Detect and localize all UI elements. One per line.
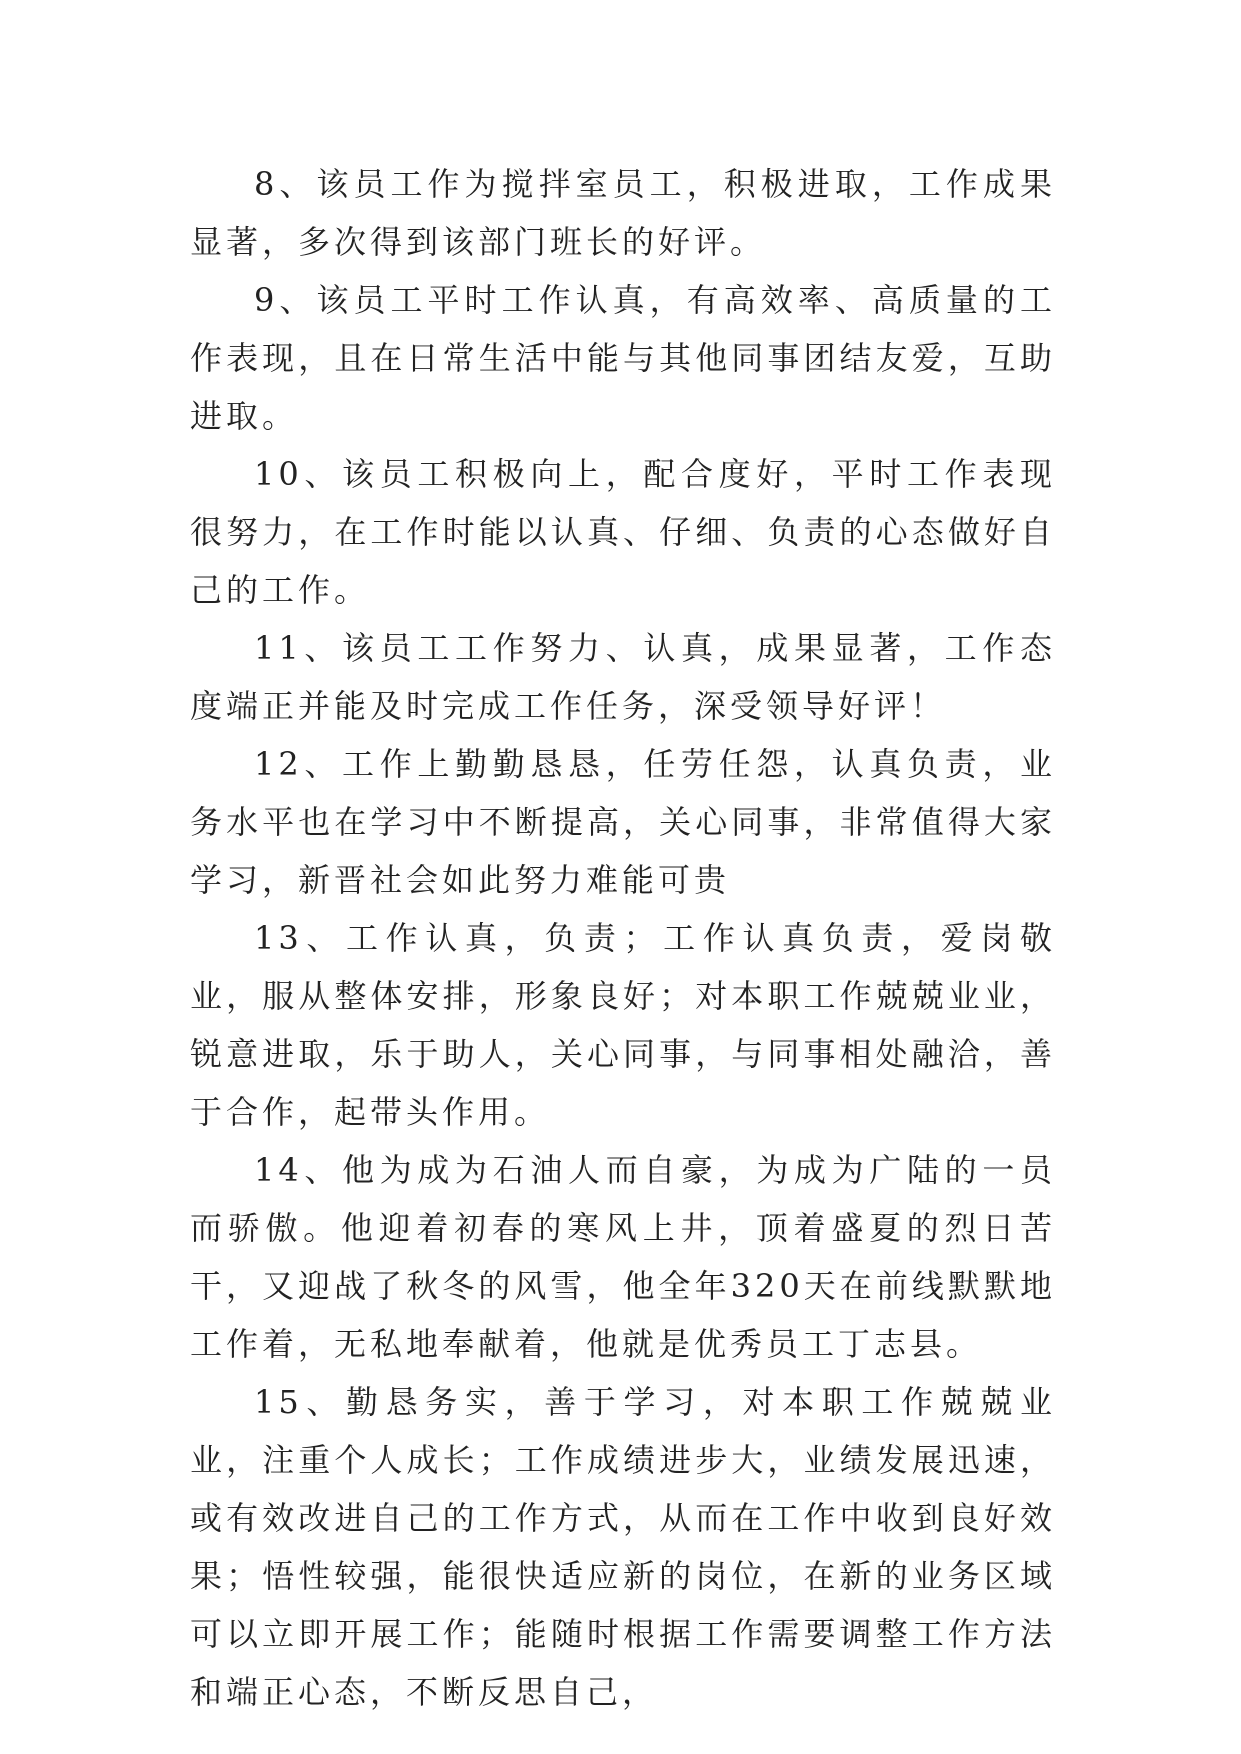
paragraph-15: 15、勤恳务实，善于学习，对本职工作兢兢业业，注重个人成长；工作成绩进步大，业绩发展迅速，或有效改进自己的工作方式，从而在工作中收到良好效果；悟性较强，能很快适应新的岗位，在新的业务区域可以立即开展工作；能随时根据工作需要调整工作方法和端正心态，不断反思自己，: [190, 1383, 1056, 1711]
paragraph-10: 10、该员工积极向上，配合度好，平时工作表现很努力，在工作时能以认真、仔细、负责的心态做好自己的工作。: [190, 455, 1056, 609]
paragraph-14: 14、他为成为石油人而自豪，为成为广陆的一员而骄傲。他迎着初春的寒风上井，顶着盛夏的烈日苦干，又迎战了秋冬的风雪，他全年320天在前线默默地工作着，无私地奉献着，他就是优秀员工丁志县。: [190, 1151, 1056, 1363]
paragraph-13: 13、工作认真，负责；工作认真负责，爱岗敬业，服从整体安排，形象良好；对本职工作兢兢业业，锐意进取，乐于助人，关心同事，与同事相处融洽，善于合作，起带头作用。: [190, 919, 1056, 1131]
paragraph-9: 9、该员工平时工作认真，有高效率、高质量的工作表现，且在日常生活中能与其他同事团结友爱，互助进取。: [190, 281, 1056, 435]
paragraph-11: 11、该员工工作努力、认真，成果显著，工作态度端正并能及时完成工作任务，深受领导好评！: [190, 629, 1056, 725]
document-body: [190, 155, 1056, 1721]
paragraph-12: 12、工作上勤勤恳恳，任劳任怨，认真负责，业务水平也在学习中不断提高，关心同事，非常值得大家学习，新晋社会如此努力难能可贵: [190, 745, 1056, 899]
paragraph-8: 8、该员工作为搅拌室员工，积极进取，工作成果显著，多次得到该部门班长的好评。: [190, 165, 1056, 261]
